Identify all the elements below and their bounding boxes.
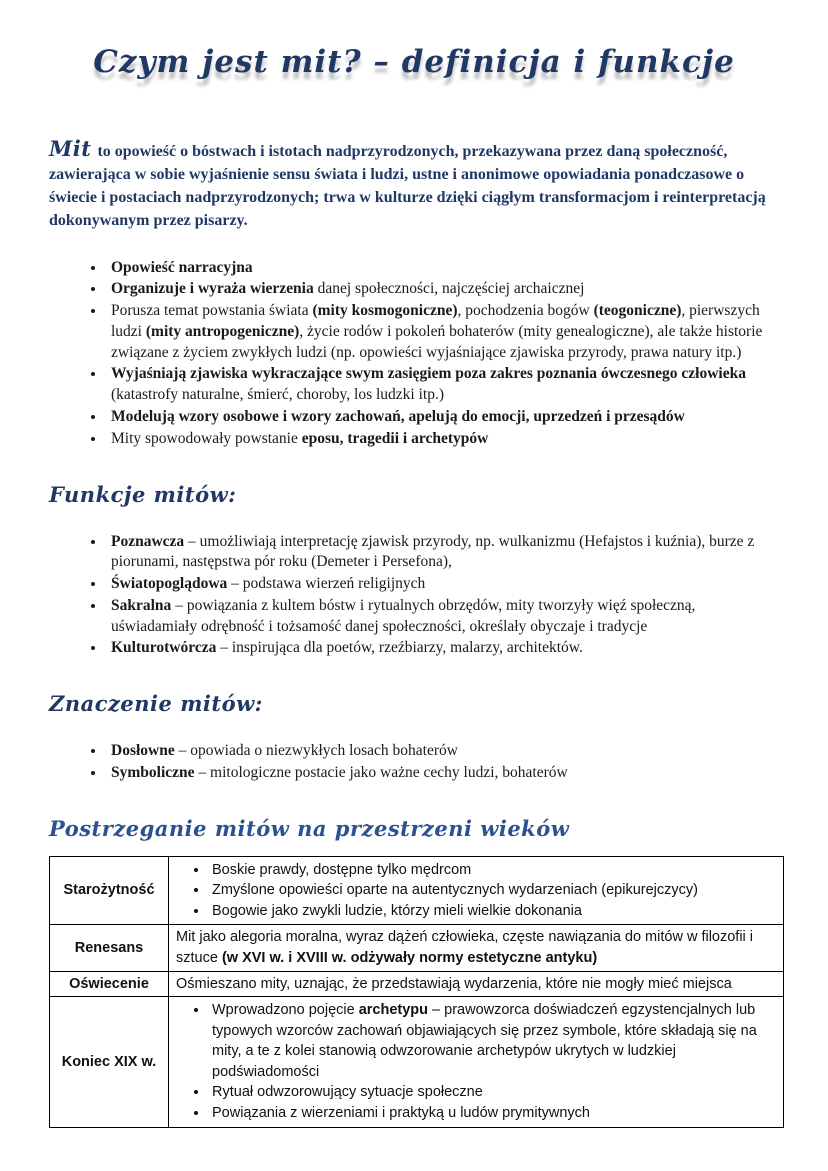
- text-run: Mit jako alegoria moralna, wyraz dążeń człowieka, częste nawiązania do mitów w filozofii i sztuce: [176, 929, 754, 966]
- bold-text-run: archetypu: [358, 1002, 429, 1019]
- era-cell: Koniec XIX w.: [50, 997, 169, 1127]
- page-title: Czym jest mit? – definicja i funkcje: [93, 44, 735, 80]
- text-run: Porusza temat powstania świata: [111, 302, 313, 320]
- bold-text-run: eposu, tragedii i archetypów: [301, 429, 489, 447]
- text-run: , pochodzenia bogów: [457, 302, 594, 320]
- bold-text-run: Wyjaśniają zjawiska wykraczające swym zasięgiem poza zakres poznania ówczesnego człowieka: [111, 365, 746, 383]
- bold-text-run: (w XVI w. i XVIII w. odżywały normy estetyczne antyku): [221, 949, 598, 966]
- table-row: [50, 971, 784, 997]
- text-run: – podstawa wierzeń religijnych: [227, 575, 426, 593]
- bold-text-run: Światopoglądowa: [111, 575, 228, 593]
- list-item: [106, 532, 779, 574]
- list-item: [106, 407, 779, 428]
- section-heading-znaczenie: Znaczenie mitów:: [49, 691, 263, 717]
- list-item: [209, 1000, 776, 1082]
- section-heading-funkcje: Funkcje mitów:: [49, 481, 237, 507]
- text-run: Boskie prawdy, dostępne tylko mędrcom: [212, 861, 472, 878]
- text-run: (katastrofy naturalne, śmierć, choroby, los ludzki itp.): [111, 386, 445, 404]
- bold-text-run: Symboliczne: [111, 763, 195, 781]
- era-paragraph: [176, 974, 776, 995]
- bold-text-run: Kulturotwórcza: [111, 639, 217, 657]
- intro-lead-word: Mit: [49, 136, 92, 161]
- text-run: , życie rodów i pokoleń bohaterów (mity genealogiczne), ale także historie związane z życiem zwykłych ludzi (np. opowieści wyjaśniające zjawiska przyrody, prawa natury itp.): [111, 322, 763, 361]
- text-run: Wprowadzono pojęcie: [212, 1002, 359, 1019]
- myth-characteristics-list: [49, 258, 779, 450]
- era-description-cell: [169, 856, 784, 925]
- list-item: [106, 364, 779, 406]
- bold-text-run: Dosłowne: [111, 742, 175, 760]
- myth-eras-table-body: [50, 856, 784, 1127]
- myth-functions-list: [49, 532, 779, 660]
- text-run: Powiązania z wierzeniami i praktyką u ludów prymitywnych: [212, 1105, 590, 1122]
- era-cell: Starożytność: [50, 856, 169, 925]
- text-run: – prawowzorca doświadczeń egzystencjalnych lub typowych wzorców zachowań objawiających się przez symbole, które składają się na mity, a te z kolei stanowią odwzorowanie archetypów ukrytych w ludzkiej podświadomości: [212, 1002, 757, 1080]
- text-run: danej społeczności, najczęściej archaicznej: [313, 280, 585, 298]
- text-run: – mitologiczne postacie jako ważne cechy ludzi, bohaterów: [194, 763, 568, 781]
- bold-text-run: Sakralna: [111, 596, 172, 614]
- text-run: Zmyślone opowieści oparte na autentycznych wydarzeniach (epikurejczycy): [212, 882, 698, 899]
- table-row: [50, 925, 784, 971]
- text-run: – umożliwiają interpretację zjawisk przyrody, np. wulkanizmu (Hefajstos i kuźnia), burze z piorunami, następstwa pór roku (Demeter i Persefona),: [111, 532, 755, 571]
- table-row: [50, 997, 784, 1127]
- list-item: [106, 258, 779, 279]
- era-description-cell: [169, 925, 784, 971]
- era-description-cell: [169, 971, 784, 997]
- text-run: Bogowie jako zwykli ludzie, którzy mieli wielkie dokonania: [212, 902, 582, 919]
- bold-text-run: (mity kosmogoniczne): [312, 302, 458, 320]
- text-run: , pierwszych ludzi: [111, 302, 760, 340]
- bold-text-run: Opowieść narracyjna: [111, 258, 253, 276]
- text-run: Rytuał odwzorowujący sytuacje społeczne: [212, 1084, 483, 1101]
- bold-text-run: Modelują wzory osobowe i wzory zachowań, apelują do emocji, uprzedzeń i przesądów: [111, 408, 685, 425]
- bold-text-run: (teogoniczne): [593, 302, 682, 320]
- section-heading-postrzeganie: Postrzeganie mitów na przestrzeni wieków: [49, 815, 570, 841]
- text-run: – opowiada o niezwykłych losach bohaterów: [174, 742, 458, 760]
- list-item: [209, 880, 776, 901]
- list-item: [106, 596, 779, 638]
- text-run: – powiązania z kultem bóstw i rytualnych obrzędów, mity tworzyły więź społeczną, uświadamiały odrębność i tożsamość danej społeczności, określały obyczaje i tradycje: [111, 596, 696, 635]
- list-item: [106, 741, 779, 762]
- era-cell: Oświecenie: [50, 971, 169, 997]
- text-run: – inspirująca dla poetów, rzeźbiarzy, malarzy, architektów.: [216, 639, 583, 657]
- list-item: [106, 301, 779, 363]
- table-row: [50, 856, 784, 925]
- list-item: [209, 901, 776, 922]
- text-run: Ośmieszano mity, uznając, że przedstawiają wydarzenia, które nie mogły mieć miejsca: [176, 975, 732, 992]
- list-item: [106, 574, 779, 595]
- list-item: [106, 429, 779, 450]
- list-item: [106, 638, 779, 659]
- list-item: [106, 279, 779, 300]
- myth-eras-table: [49, 856, 784, 1128]
- list-item: [209, 1103, 776, 1124]
- era-bullet-list: [176, 1000, 776, 1123]
- text-run: Mity spowodowały powstanie: [111, 429, 302, 447]
- bold-text-run: (mity antropogeniczne): [145, 322, 300, 340]
- list-item: [106, 763, 779, 784]
- myth-meanings-list: [49, 741, 779, 784]
- bold-text-run: Organizuje i wyraża wierzenia: [111, 280, 314, 298]
- list-item: [209, 1082, 776, 1103]
- era-cell: Renesans: [50, 925, 169, 971]
- list-item: [209, 860, 776, 881]
- era-bullet-list: [176, 860, 776, 922]
- era-description-cell: [169, 997, 784, 1127]
- intro-paragraph: [49, 134, 779, 233]
- bold-text-run: Poznawcza: [111, 532, 185, 550]
- era-paragraph: [176, 927, 776, 968]
- intro-text: to opowieść o bóstwach i istotach nadprzyrodzonych, przekazywana przez daną społeczność, zawierająca w sobie wyjaśnienie sensu świata i ludzi, ustne i anonimowe opowiadania ponadczasowe o świecie i postaciach nadprzyrodzonych; trwa w kulturze dzięki ciągłym transformacjom i reinterpretacją dokonywanym przez pisarzy.: [49, 143, 766, 229]
